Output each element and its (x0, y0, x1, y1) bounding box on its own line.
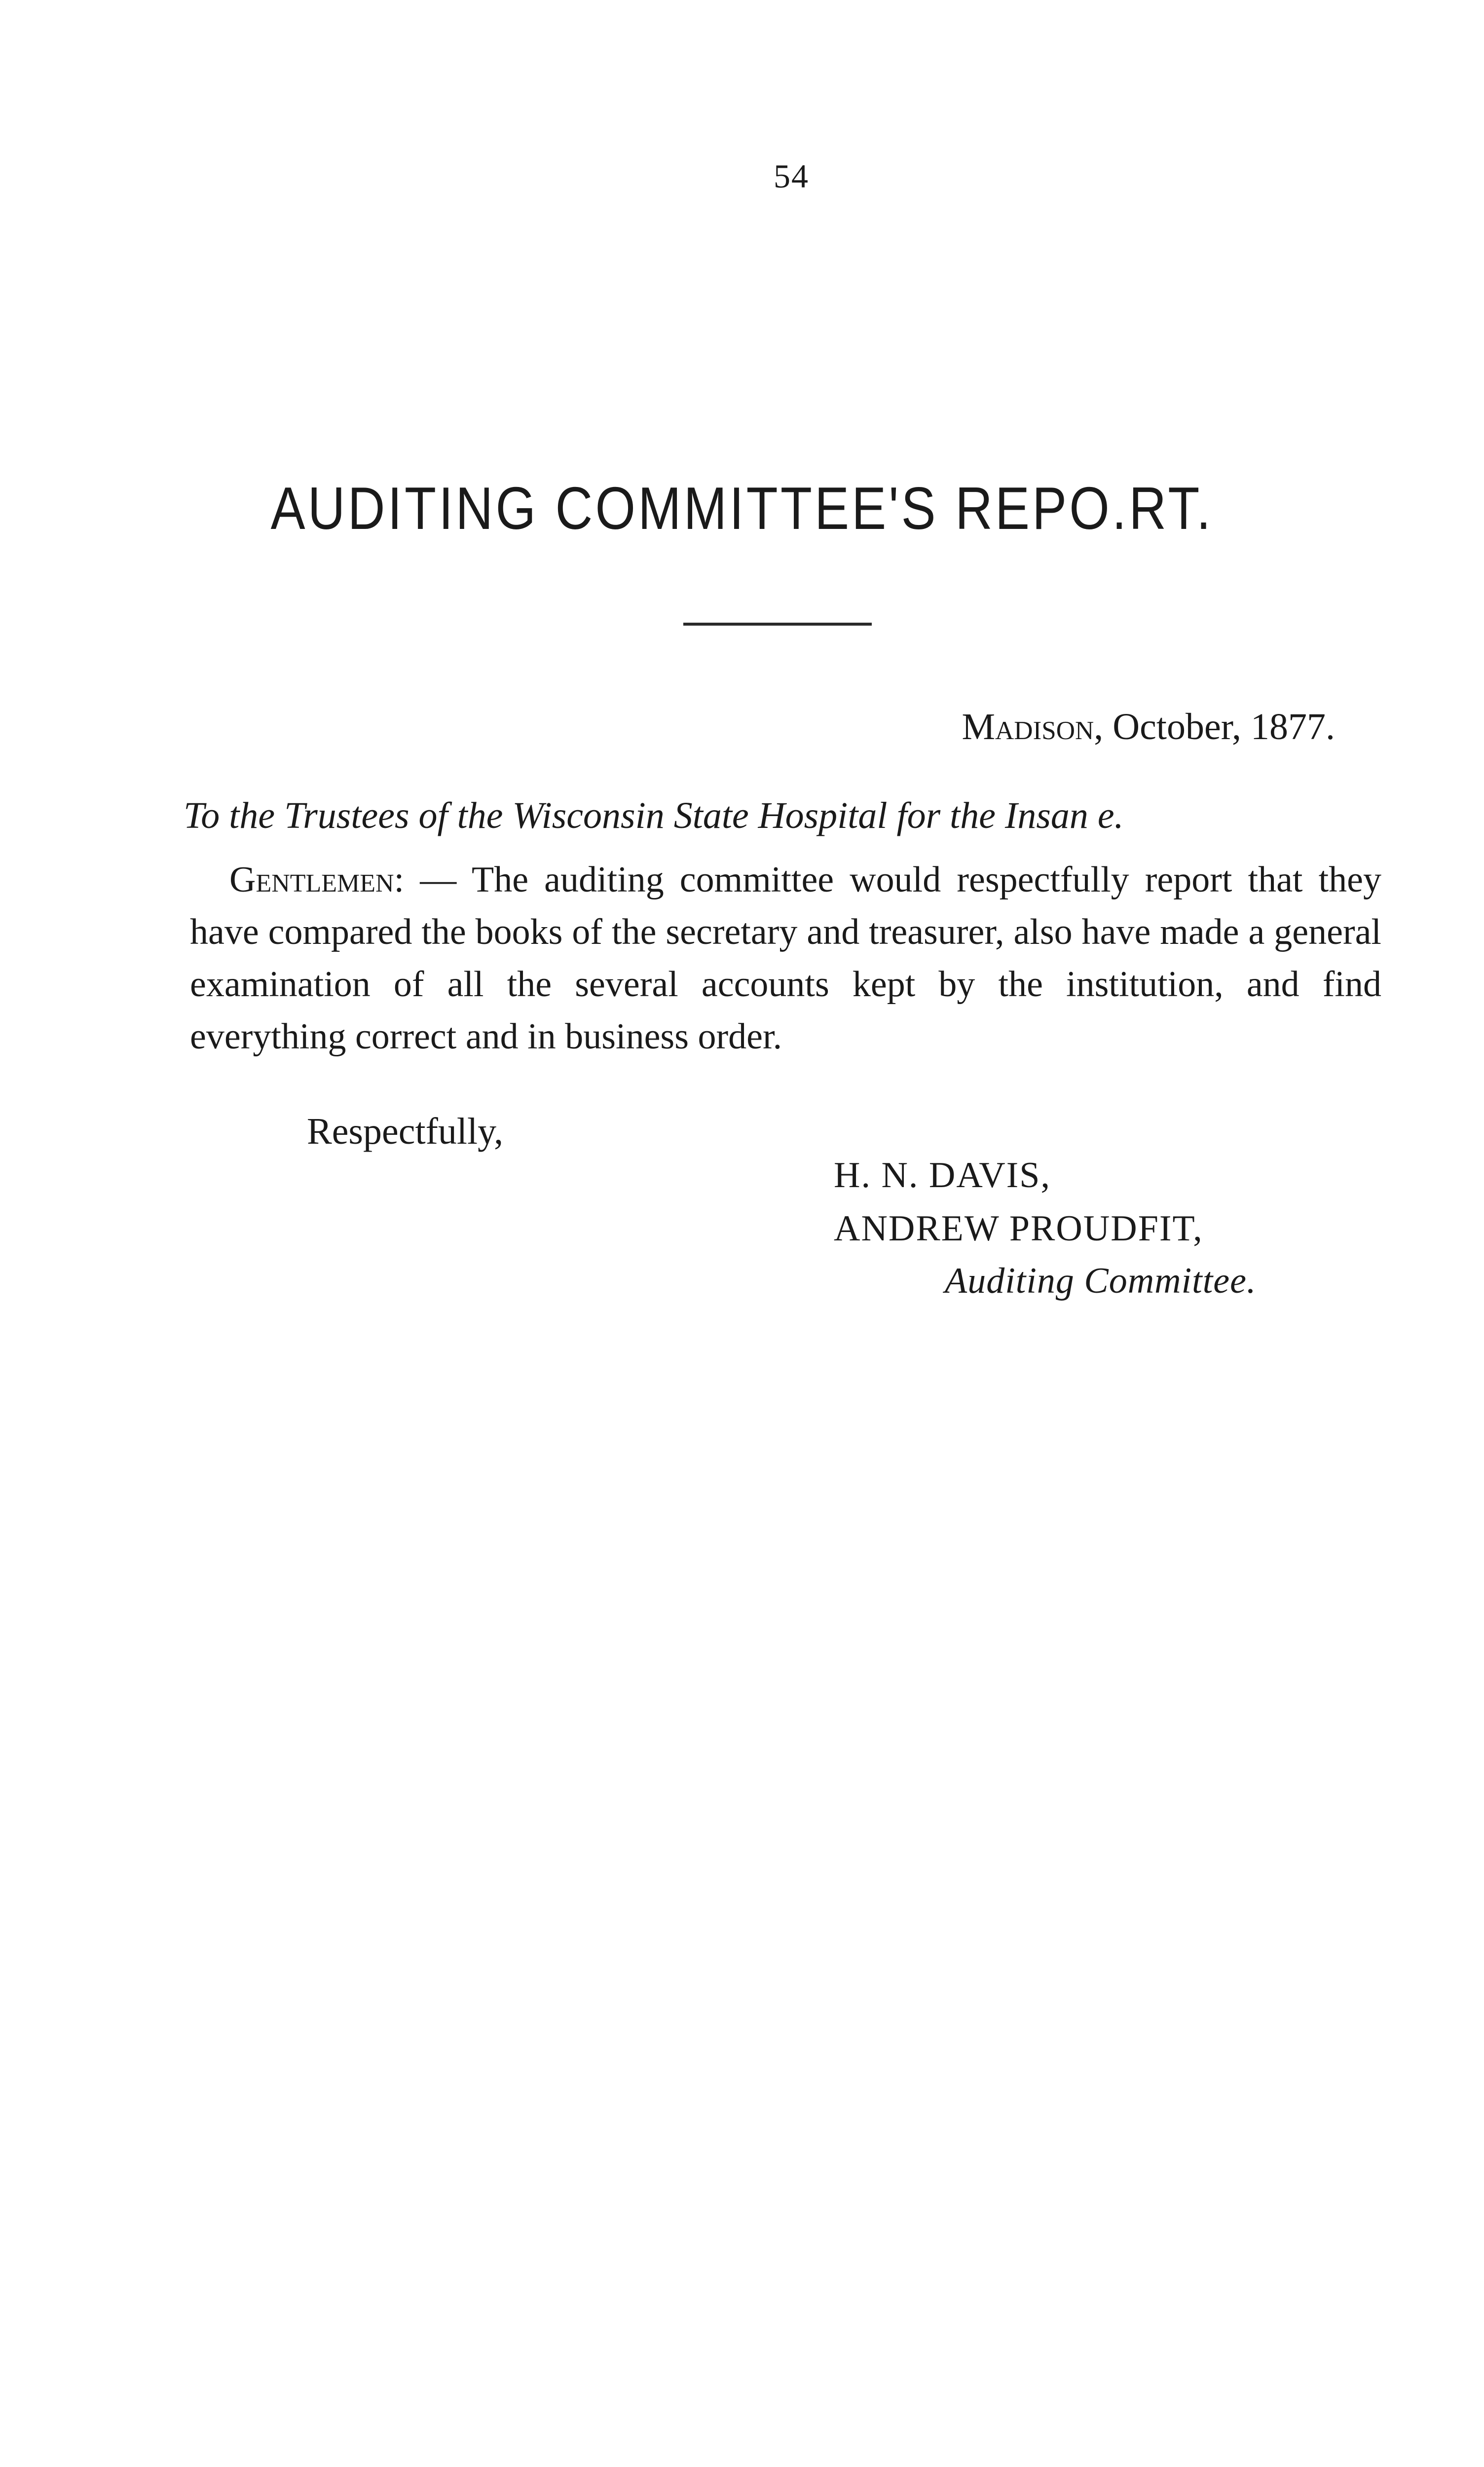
dateline-place: Madison (962, 706, 1094, 748)
signatory-proudfit: ANDREW PROUDFIT, (834, 1208, 1203, 1249)
page-number: 54 (774, 157, 809, 195)
dateline-date: , October, 1877. (1094, 706, 1335, 748)
body-opening: Gentlemen: (229, 860, 405, 900)
committee-label: Auditing Committee. (945, 1261, 1257, 1301)
closing: Respectfully, (307, 1111, 504, 1152)
salutation: To the Trustees of the Wisconsin State Hospital for the Insan e. (184, 795, 1124, 836)
title-divider (683, 623, 872, 626)
body-text: — The auditing committee would respectfully report that they have compared the books of the secretary and treasurer, also have made a general examination of all the several accounts kept by the institution, and find everything correct and in business order. (190, 860, 1381, 1057)
signatory-davis: H. N. DAVIS, (834, 1155, 1051, 1196)
report-title: AUDITING COMMITTEE'S REPO.RT. (270, 475, 1214, 542)
report-body (190, 854, 1381, 1063)
dateline (962, 706, 1335, 748)
